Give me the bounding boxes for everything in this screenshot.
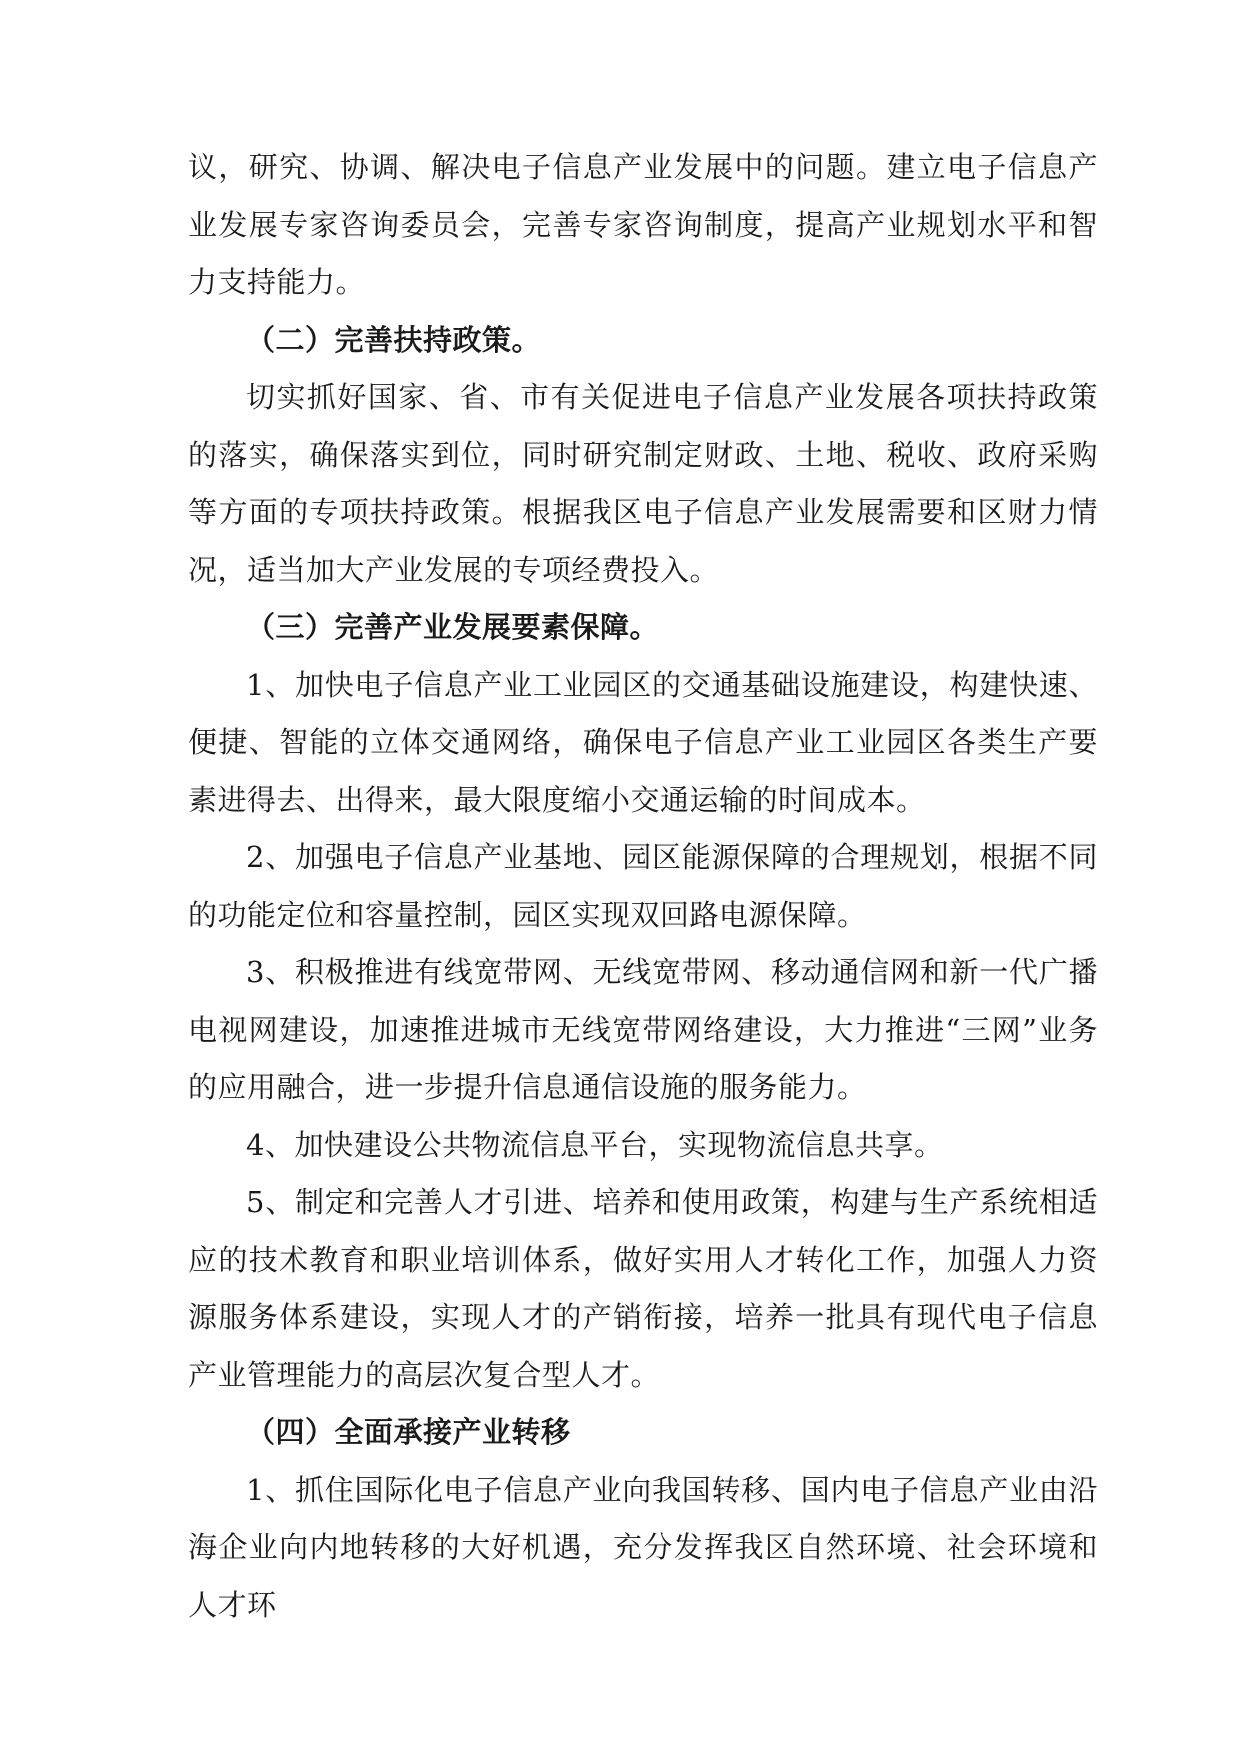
paragraph-item-2: 2、加强电子信息产业基地、园区能源保障的合理规划，根据不同的功能定位和容量控制，园区实现双回路电源保障。 (188, 840, 1098, 932)
paragraph-item-1: 1、加快电子信息产业工业园区的交通基础设施建设，构建快速、便捷、智能的立体交通网络，确保电子信息产业工业园区各类生产要素进得去、出得来，最大限度缩小交通运输的时间成本。 (188, 667, 1098, 817)
paragraph-continuation: 议，研究、协调、解决电子信息产业发展中的问题。建立电子信息产业发展专家咨询委员会，完善专家咨询制度，提高产业规划水平和智力支持能力。 (188, 150, 1098, 299)
section-heading-3: （三）完善产业发展要素保障。 (246, 610, 660, 644)
section-heading-4: （四）全面承接产业转移 (246, 1415, 571, 1449)
paragraph-item-3: 3、积极推进有线宽带网、无线宽带网、移动通信网和新一代广播电视网建设，加速推进城市无线宽带网络建设，大力推进“三网”业务的应用融合，进一步提升信息通信设施的服务能力。 (188, 955, 1098, 1104)
paragraph-transfer-item-1: 1、抓住国际化电子信息产业向我国转移、国内电子信息产业由沿海企业向内地转移的大好机遇，充分发挥我区自然环境、社会环境和人才环 (188, 1472, 1098, 1622)
document-body (188, 139, 1098, 1634)
paragraph-item-4: 4、加快建设公共物流信息平台，实现物流信息共享。 (246, 1127, 944, 1162)
paragraph-support-policy: 切实抓好国家、省、市有关促进电子信息产业发展各项扶持政策的落实，确保落实到位，同时研究制定财政、土地、税收、政府采购等方面的专项扶持政策。根据我区电子信息产业发展需要和区财力情况，适当加大产业发展的专项经费投入。 (188, 380, 1098, 587)
paragraph-item-5: 5、制定和完善人才引进、培养和使用政策，构建与生产系统相适应的技术教育和职业培训体系，做好实用人才转化工作，加强人力资源服务体系建设，实现人才的产销衔接，培养一批具有现代电子信息产业管理能力的高层次复合型人才。 (188, 1185, 1098, 1392)
section-heading-2: （二）完善扶持政策。 (246, 322, 542, 357)
